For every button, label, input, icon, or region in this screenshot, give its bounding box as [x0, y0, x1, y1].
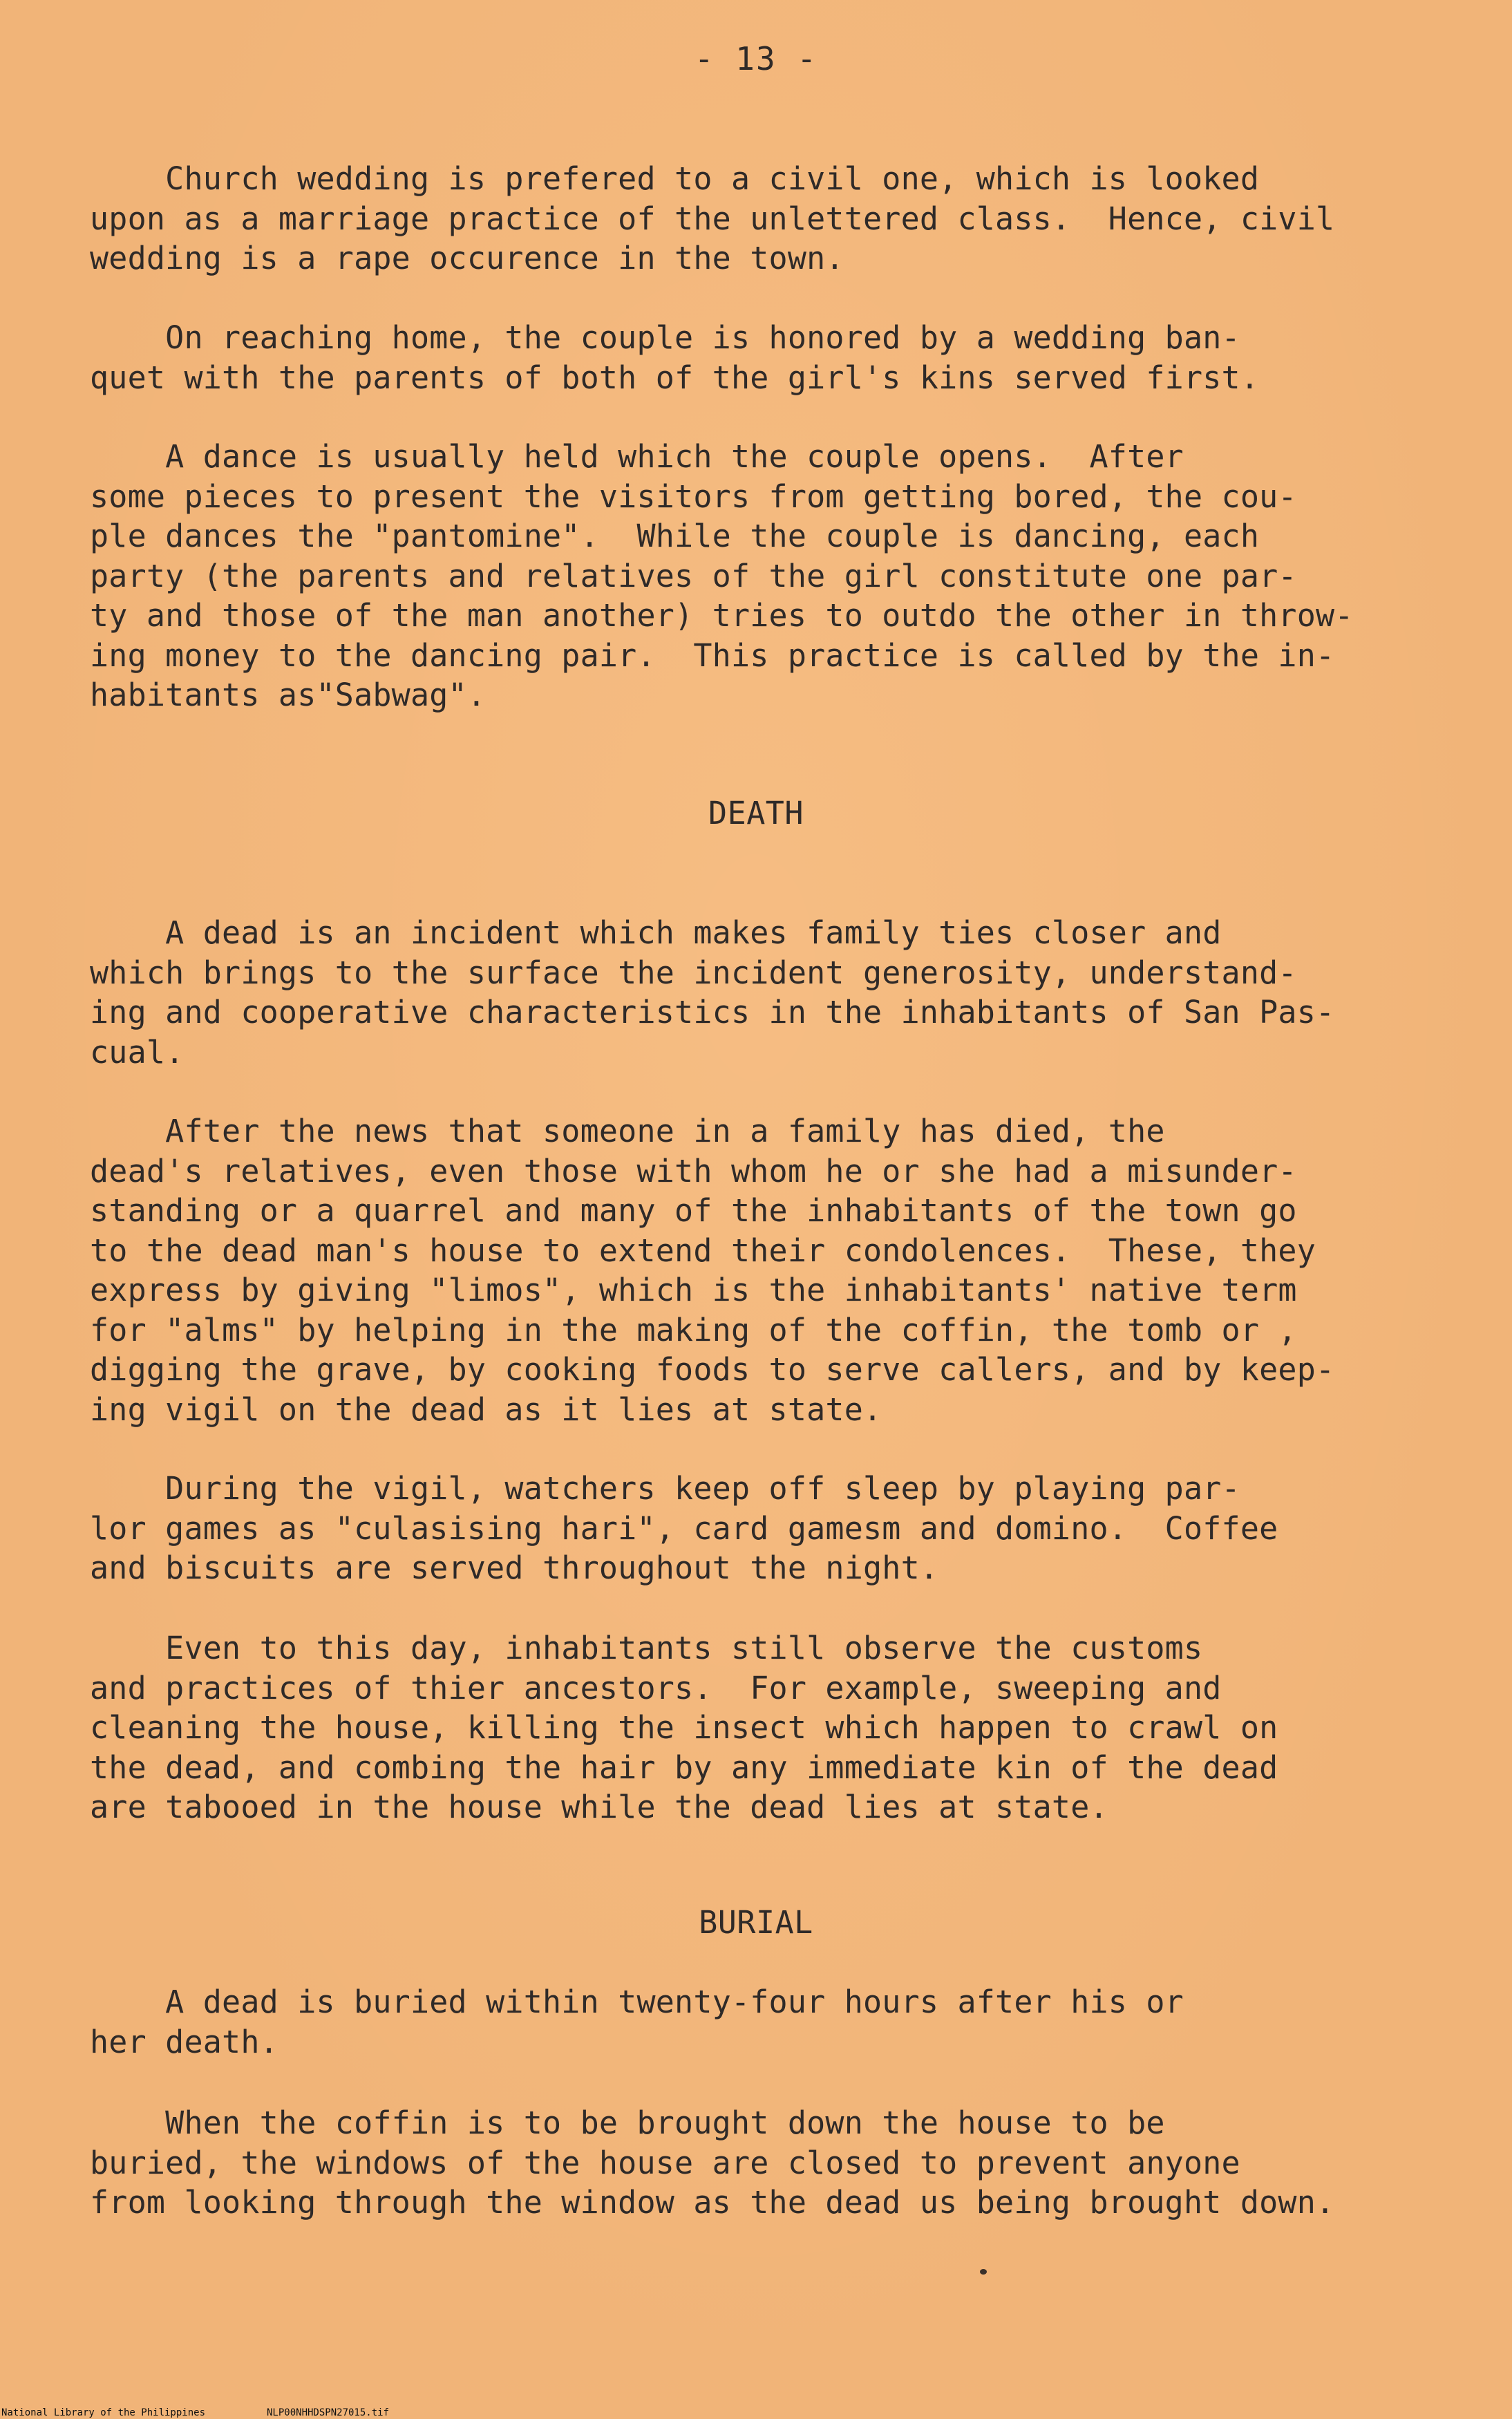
heading-burial: BURIAL — [699, 1904, 813, 1941]
paragraph-customs-taboos: Even to this day, inhabitants still observe the customs and practices of thier ancestors. For example, sweeping and cleaning the house, killing the insect which happen to crawl on the dead, and combing the hair by any immediate kin of the dead are tabooed in the house while the dead lies at state. — [90, 1630, 1278, 1825]
paragraph-vigil: During the vigil, watchers keep off sleep by playing par- lor games as "culasising hari", card gamesm and domino. Coffee and biscuits are served throughout the night. — [90, 1470, 1278, 1586]
paragraph-church-wedding: Church wedding is prefered to a civil one, which is looked upon as a marriage practice of the unlettered class. Hence, civil wedding is a rape occurence in the town. — [90, 160, 1335, 276]
paragraph-dance-sabwag: A dance is usually held which the couple opens. After some pieces to present the visitors from getting bored, the cou- ple dances the "pantomine". While the couple is dancing, each party (the parents and relatives of the girl constitute one par- ty and those of the man another) tries to outdo the other in throw- ing money to the dancing pair. This practice is called by the in- habitants as"Sabwag". — [90, 438, 1354, 713]
footer-file-name: NLP00NHHDSPN27015.tif — [267, 2407, 390, 2418]
ink-speck — [980, 2269, 987, 2275]
paragraph-dead-incident: A dead is an incident which makes family ties closer and which brings to the surface the incident generosity, understand- ing and cooperative characteristics in the inhabitants of San Pas- cual. — [90, 914, 1335, 1071]
paragraph-coffin-windows: When the coffin is to be brought down the house to be buried, the windows of the house are closed to prevent anyone from looking through the window as the dead us being brought down. — [90, 2105, 1335, 2221]
heading-death: DEATH — [708, 795, 804, 831]
page-number: - 13 - — [694, 40, 818, 77]
paragraph-condolences: After the news that someone in a family has died, the dead's relatives, even those with whom he or she had a misunder- standing or a quarrel and many of the inhabitants of the town go to the dead man's house to extend their condolences. These, they express by giving "limos", which is the inhabitants' native term for "alms" by helping in the making of the coffin, the tomb or , digging the grave, by cooking foods to serve callers, and by keep- ing vigil on the dead as it lies at state. — [90, 1113, 1335, 1428]
paragraph-wedding-banquet: On reaching home, the couple is honored by a wedding ban- quet with the parents of both of the girl's kins served first. — [90, 319, 1260, 396]
footer-library-name: National Library of the Philippines — [1, 2407, 206, 2418]
paragraph-burial-time: A dead is buried within twenty-four hours after his or her death. — [90, 1984, 1184, 2060]
